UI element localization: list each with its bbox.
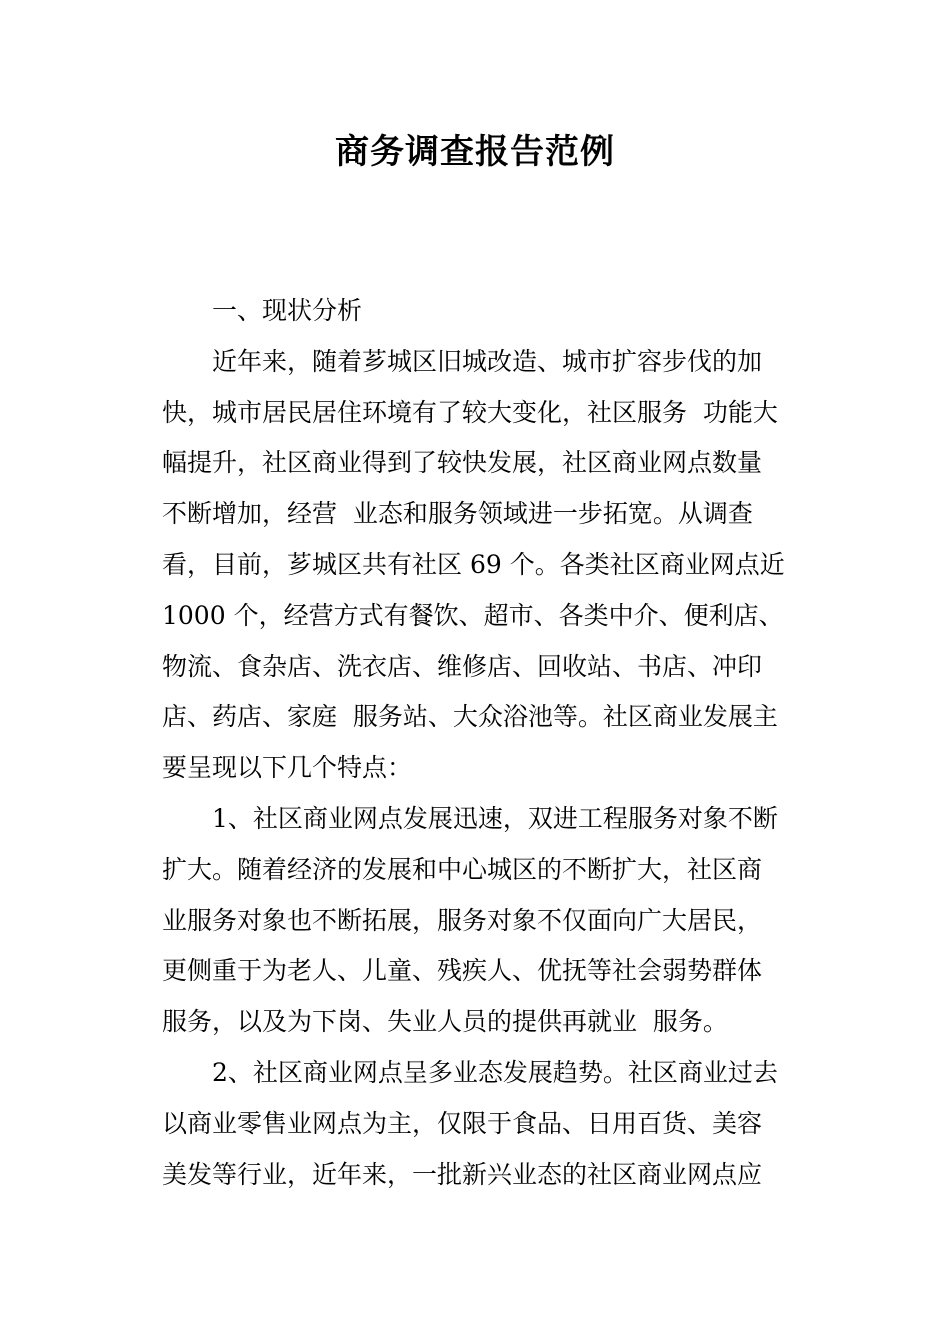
text-line: 1000 个，经营方式有餐饮、超市、各类中介、便利店、	[162, 600, 784, 630]
document-title: 商务调查报告范例	[335, 132, 615, 172]
document-body	[162, 286, 792, 1200]
text-line: 扩大。随着经济的发展和中心城区的不断扩大，社区商	[162, 854, 763, 884]
text-line: 2、社区商业网点呈多业态发展趋势。社区商业过去	[162, 1057, 778, 1087]
text-line: 近年来，随着芗城区旧城改造、城市扩容步伐的加	[162, 346, 763, 376]
text-line: 业服务对象也不断拓展，服务对象不仅面向广大居民，	[162, 905, 763, 935]
text-line: 看，目前，芗城区共有社区 69 个。各类社区商业网点近	[162, 549, 785, 579]
text-line: 不断增加，经营 业态和服务领域进一步拓宽。从调查	[162, 499, 753, 529]
text-line: 店、药店、家庭 服务站、大众浴池等。社区商业发展主	[162, 702, 778, 732]
text-line: 更侧重于为老人、儿童、残疾人、优抚等社会弱势群体	[162, 956, 763, 986]
text-line: 物流、食杂店、洗衣店、维修店、回收站、书店、冲印	[162, 651, 763, 681]
text-line: 快，城市居民居住环境有了较大变化，社区服务 功能大	[162, 397, 778, 427]
text-line: 幅提升，社区商业得到了较快发展，社区商业网点数量	[162, 448, 763, 478]
text-line: 要呈现以下几个特点：	[162, 753, 413, 783]
text-line: 美发等行业，近年来，一批新兴业态的社区商业网点应	[162, 1159, 763, 1189]
text-line: 以商业零售业网点为主，仅限于食品、日用百货、美容	[162, 1108, 763, 1138]
text-line: 一、现状分析	[162, 296, 363, 325]
text-line: 1、社区商业网点发展迅速，双进工程服务对象不断	[162, 803, 778, 833]
text-line: 服务，以及为下岗、失业人员的提供再就业 服务。	[162, 1007, 728, 1037]
